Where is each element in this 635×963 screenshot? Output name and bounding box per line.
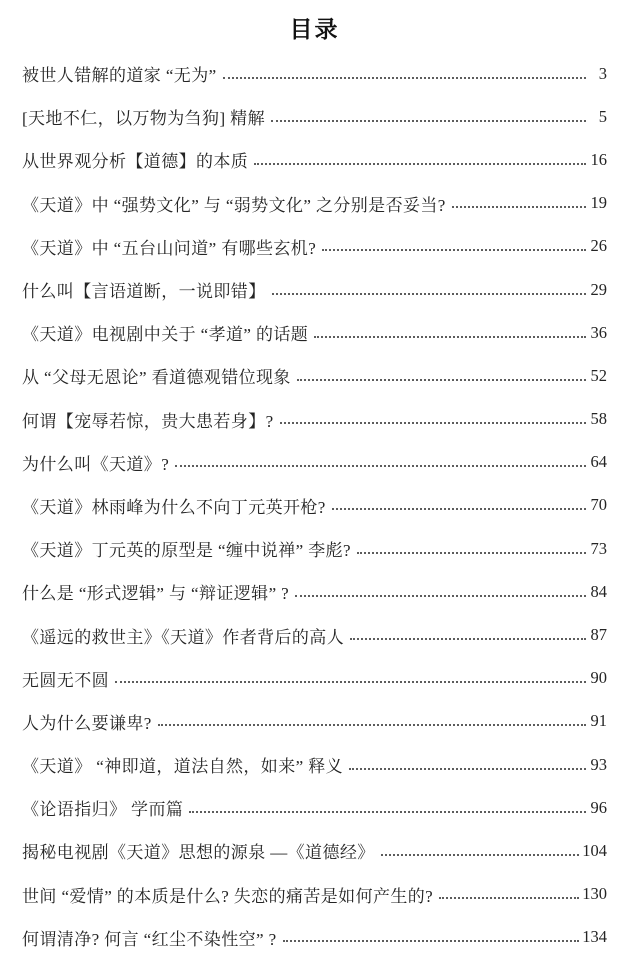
toc-entry-title: 从 “父母无恩论” 看道德观错位现象: [22, 368, 291, 388]
toc-entry[interactable]: [22, 743, 607, 786]
toc-entry[interactable]: [22, 354, 607, 397]
toc-entry[interactable]: [22, 484, 607, 527]
toc-entry[interactable]: [22, 398, 607, 441]
toc-entry[interactable]: [22, 311, 607, 354]
toc-entry-page: 58: [590, 409, 607, 429]
toc-entry[interactable]: [22, 52, 607, 95]
dot-leader: [439, 897, 579, 899]
toc-entry[interactable]: [22, 829, 607, 872]
toc-entry-title: 从世界观分析【道德】的本质: [22, 152, 249, 172]
toc-entry-title: 无圆无不圆: [22, 670, 109, 690]
toc-entry-title: 什么叫【言语道断，一说即错】: [22, 282, 266, 302]
toc-entry-title: 什么是 “形式逻辑” 与 “辩证逻辑” ?: [22, 584, 290, 604]
toc-entry-title: 世间 “爱情” 的本质是什么? 失恋的痛苦是如何产生的?: [22, 886, 434, 906]
toc-entry-page: 104: [582, 840, 607, 860]
page-title: 目录: [289, 17, 340, 42]
toc-entry-page: 90: [590, 668, 607, 688]
toc-entry-page: 16: [590, 149, 607, 169]
toc-entry-page: 29: [590, 279, 607, 299]
toc-entry-page: 130: [582, 884, 607, 904]
toc-entry-title: [天地不仁，以万物为刍狗] 精解: [22, 109, 265, 129]
toc-entry[interactable]: [22, 613, 607, 656]
toc-entry-title: 为什么叫《天道》?: [22, 454, 170, 474]
toc-entry-page: 5: [598, 106, 607, 126]
toc-entry[interactable]: [22, 916, 607, 959]
toc-entry[interactable]: [22, 570, 607, 613]
toc-entry-title: 何谓清净? 何言 “红尘不染性空” ?: [22, 929, 277, 949]
toc-entry[interactable]: [22, 657, 607, 700]
toc-entry-page: 52: [590, 365, 607, 385]
toc-entry-page: 134: [582, 927, 607, 947]
toc-entry[interactable]: [22, 873, 607, 916]
toc-entry[interactable]: [22, 182, 607, 225]
dot-leader: [295, 595, 586, 597]
toc-list: [22, 52, 607, 959]
toc-entry[interactable]: [22, 527, 607, 570]
dot-leader: [452, 206, 586, 208]
dot-leader: [350, 638, 586, 640]
dot-leader: [357, 552, 586, 554]
toc-entry-page: 96: [590, 797, 607, 817]
toc-entry-page: 73: [590, 538, 607, 558]
toc-entry-page: 36: [590, 322, 607, 342]
dot-leader: [332, 508, 586, 510]
toc-entry-title: 《天道》电视剧中关于 “孝道” 的话题: [22, 325, 309, 345]
toc-entry-title: 《遥远的救世主》《天道》作者背后的高人: [22, 627, 345, 647]
toc-entry[interactable]: [22, 786, 607, 829]
toc-entry-page: 93: [590, 754, 607, 774]
toc-entry-title: 揭秘电视剧《天道》思想的源泉 —《道德经》: [22, 843, 375, 863]
dot-leader: [272, 293, 586, 295]
dot-leader: [297, 379, 586, 381]
toc-entry-title: 《天道》 “神即道，道法自然，如来” 释义: [22, 757, 343, 777]
toc-entry-page: 19: [590, 193, 607, 213]
toc-entry[interactable]: [22, 700, 607, 743]
toc-entry[interactable]: [22, 138, 607, 181]
dot-leader: [223, 77, 586, 79]
dot-leader: [158, 724, 586, 726]
toc-entry-title: 《论语指归》 学而篇: [22, 800, 184, 820]
toc-entry-page: 26: [590, 236, 607, 256]
dot-leader: [283, 940, 580, 942]
toc-entry[interactable]: [22, 95, 607, 138]
dot-leader: [175, 465, 586, 467]
toc-entry-title: 何谓【宠辱若惊，贵大患若身】?: [22, 411, 274, 431]
toc-entry-page: 91: [590, 711, 607, 731]
toc-entry-page: 64: [590, 452, 607, 472]
toc-entry-page: 84: [590, 581, 607, 601]
toc-entry-page: 87: [590, 625, 607, 645]
dot-leader: [280, 422, 586, 424]
toc-entry-title: 被世人错解的道家 “无为”: [22, 66, 217, 86]
toc-entry[interactable]: [22, 441, 607, 484]
dot-leader: [381, 854, 580, 856]
toc-entry-title: 人为什么要谦卑?: [22, 713, 152, 733]
dot-leader: [189, 811, 586, 813]
toc-entry[interactable]: [22, 268, 607, 311]
dot-leader: [115, 681, 586, 683]
toc-entry-page: 70: [590, 495, 607, 515]
toc-entry-title: 《天道》丁元英的原型是 “缠中说禅” 李彪?: [22, 541, 351, 561]
dot-leader: [254, 163, 586, 165]
dot-leader: [349, 768, 586, 770]
dot-leader: [322, 249, 586, 251]
toc-entry-title: 《天道》中 “强势文化” 与 “弱势文化” 之分别是否妥当?: [22, 195, 446, 215]
toc-entry-page: 3: [598, 63, 607, 83]
toc-entry-title: 《天道》中 “五台山问道” 有哪些玄机?: [22, 238, 317, 258]
dot-leader: [271, 120, 586, 122]
toc-entry[interactable]: [22, 225, 607, 268]
dot-leader: [314, 336, 586, 338]
toc-entry-title: 《天道》林雨峰为什么不向丁元英开枪?: [22, 497, 326, 517]
